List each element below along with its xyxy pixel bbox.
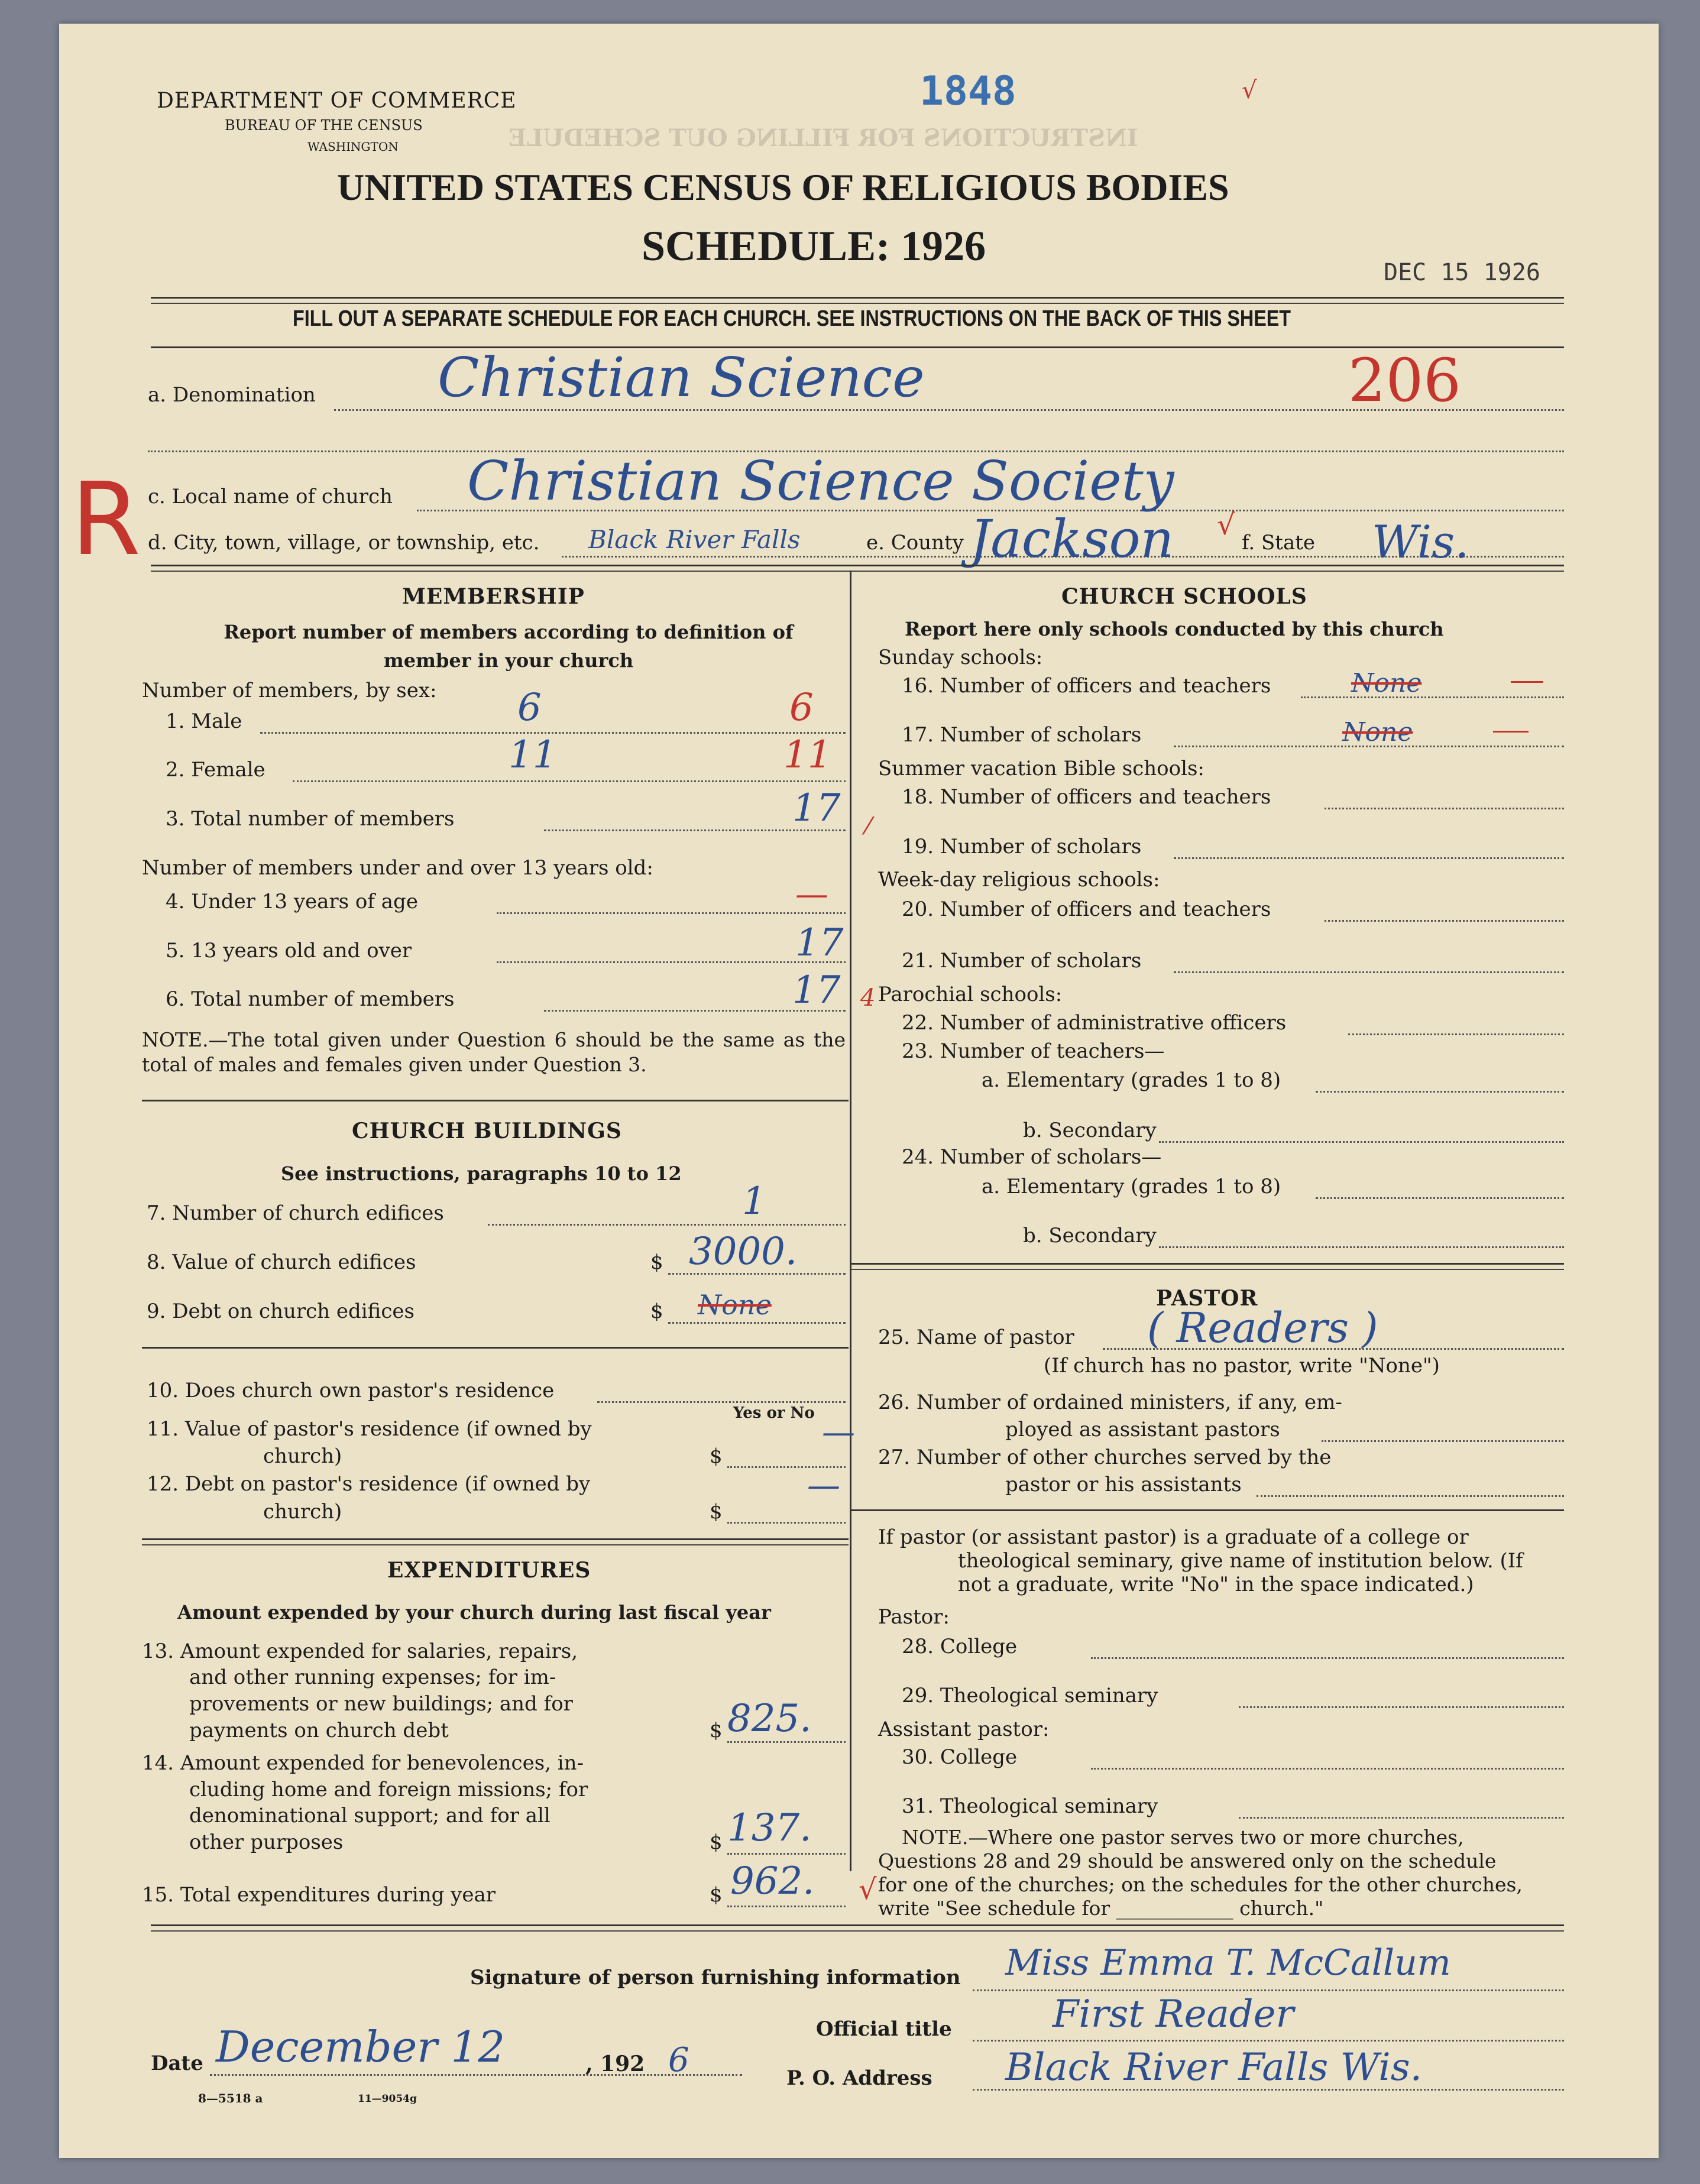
check-mark: √ bbox=[1217, 508, 1235, 542]
divider bbox=[851, 1509, 1564, 1511]
fill-line bbox=[488, 1224, 846, 1226]
fill-line bbox=[1174, 857, 1564, 859]
city-value: Black River Falls bbox=[588, 525, 801, 554]
divider bbox=[151, 297, 1564, 299]
date-value: December 12 bbox=[216, 2022, 506, 2072]
bureau-label: BUREAU OF THE CENSUS bbox=[225, 117, 423, 134]
q14-line-1: 14. Amount expended for benevolences, in- bbox=[142, 1751, 584, 1775]
divider bbox=[851, 1263, 1564, 1265]
q2-value: 11 bbox=[509, 733, 557, 777]
fill-line bbox=[973, 2040, 1564, 2042]
fill-line bbox=[1316, 1197, 1564, 1199]
fill-line bbox=[1301, 696, 1564, 698]
fill-line bbox=[727, 1906, 846, 1907]
graduate-note-3: not a graduate, write "No" in the space indicated.) bbox=[958, 1573, 1474, 1596]
q2-label: 2. Female bbox=[166, 758, 265, 782]
sunday-schools-label: Sunday schools: bbox=[878, 646, 1043, 669]
fill-line bbox=[1322, 1440, 1564, 1442]
q9-value: None bbox=[698, 1289, 772, 1321]
q11-label-cont: church) bbox=[263, 1444, 342, 1468]
graduate-note-1: If pastor (or assistant pastor) is a graduate of a college or bbox=[878, 1525, 1469, 1549]
q3-label: 3. Total number of members bbox=[166, 807, 455, 831]
fill-line bbox=[973, 1989, 1564, 1991]
q20-label: 20. Number of officers and teachers bbox=[902, 897, 1271, 921]
q28-label: 28. College bbox=[902, 1635, 1018, 1658]
fill-line bbox=[727, 1522, 846, 1524]
q18-label: 18. Number of officers and teachers bbox=[902, 785, 1271, 809]
q23a-label: a. Elementary (grades 1 to 8) bbox=[982, 1068, 1281, 1092]
fill-line bbox=[1091, 1768, 1564, 1770]
q8-value: 3000. bbox=[689, 1230, 798, 1274]
fill-line bbox=[668, 1322, 846, 1324]
q12-label: 12. Debt on pastor's residence (if owned by bbox=[147, 1472, 591, 1496]
dollar-sign: $ bbox=[710, 1500, 723, 1524]
fill-line bbox=[1348, 1033, 1564, 1035]
divider bbox=[151, 571, 1564, 572]
pastor-note-3: for one of the churches; on the schedules for the other churches, bbox=[878, 1873, 1523, 1896]
pastor-note-2: Questions 28 and 29 should be answered only on the schedule bbox=[878, 1849, 1497, 1872]
q31-label: 31. Theological seminary bbox=[902, 1794, 1158, 1818]
q25-note: (If church has no pastor, write "None") bbox=[1044, 1354, 1440, 1378]
divider bbox=[142, 1100, 849, 1101]
year-suffix: 6 bbox=[668, 2041, 689, 2079]
q8-label: 8. Value of church edifices bbox=[147, 1250, 416, 1274]
divider bbox=[851, 1269, 1564, 1270]
check-mark: √ bbox=[1242, 77, 1257, 104]
pastor-label: Pastor: bbox=[878, 1605, 950, 1629]
dollar-sign: $ bbox=[650, 1250, 663, 1274]
q13-line-2: and other running expenses; for im- bbox=[189, 1665, 556, 1689]
fill-line bbox=[1091, 1657, 1564, 1659]
tick-mark: ⁄ bbox=[866, 813, 870, 840]
schools-subheading: Report here only schools conducted by this church bbox=[905, 618, 1444, 640]
state-label: f. State bbox=[1242, 531, 1315, 555]
red-dash bbox=[1493, 731, 1529, 733]
q14-value: 137. bbox=[727, 1806, 812, 1850]
q1-value: 6 bbox=[517, 686, 542, 730]
fill-line bbox=[727, 1853, 846, 1855]
red-dash bbox=[1511, 681, 1543, 683]
local-name-label: c. Local name of church bbox=[148, 485, 393, 508]
department-label: DEPARTMENT OF COMMERCE bbox=[157, 89, 517, 113]
q17-label: 17. Number of scholars bbox=[902, 723, 1142, 747]
instruction-bar: FILL OUT A SEPARATE SCHEDULE FOR EACH CHURCH. SEE INSTRUCTIONS ON THE BACK OF THIS SHEET bbox=[293, 306, 1291, 331]
q12-label-cont: church) bbox=[263, 1500, 342, 1524]
city-label: WASHINGTON bbox=[307, 140, 399, 154]
q14-line-4: other purposes bbox=[189, 1830, 344, 1854]
q17-value: None bbox=[1342, 717, 1413, 747]
by-age-label: Number of members under and over 13 years old: bbox=[142, 856, 653, 880]
year-prefix: , 192 bbox=[585, 2052, 645, 2076]
fill-line bbox=[1239, 1706, 1564, 1708]
q21-label: 21. Number of scholars bbox=[902, 949, 1142, 973]
q11-value: — bbox=[822, 1413, 855, 1451]
q14-line-2: cluding home and foreign missions; for bbox=[189, 1778, 588, 1801]
assistant-pastor-label: Assistant pastor: bbox=[878, 1718, 1050, 1741]
local-name-value: Christian Science Society bbox=[467, 449, 1174, 513]
q23b-label: b. Secondary bbox=[1023, 1119, 1157, 1142]
q16-label: 16. Number of officers and teachers bbox=[902, 674, 1271, 698]
graduate-note-2: theological seminary, give name of institution below. (If bbox=[958, 1549, 1523, 1573]
divider bbox=[142, 1347, 849, 1349]
schedule-title: SCHEDULE: 1926 bbox=[642, 222, 986, 270]
fill-line bbox=[1159, 1246, 1564, 1248]
divider bbox=[151, 565, 1564, 566]
check-mark: √ bbox=[859, 1873, 877, 1906]
date-label: Date bbox=[151, 2052, 203, 2075]
fill-line bbox=[1159, 1141, 1564, 1143]
pastor-heading: PASTOR bbox=[1156, 1286, 1258, 1311]
county-value: Jackson bbox=[970, 508, 1174, 569]
divider bbox=[151, 303, 1564, 304]
fill-line bbox=[727, 1741, 846, 1743]
q7-label: 7. Number of church edifices bbox=[147, 1201, 444, 1225]
column-divider bbox=[850, 571, 851, 1871]
dollar-sign: $ bbox=[710, 1719, 723, 1742]
q27-line-2: pastor or his assistants bbox=[1005, 1473, 1242, 1496]
buildings-heading: CHURCH BUILDINGS bbox=[352, 1119, 622, 1143]
fill-line bbox=[1325, 808, 1564, 809]
fill-line bbox=[1325, 920, 1564, 922]
summer-schools-label: Summer vacation Bible schools: bbox=[878, 757, 1204, 780]
expenditures-subheading: Amount expended by your church during last fiscal year bbox=[177, 1601, 771, 1624]
official-title-value: First Reader bbox=[1053, 1992, 1294, 2036]
q14-line-3: denominational support; and for all bbox=[189, 1804, 551, 1827]
q6-value: 17 bbox=[792, 968, 841, 1012]
q24b-label: b. Secondary bbox=[1023, 1224, 1157, 1247]
denomination-code: 206 bbox=[1348, 346, 1461, 415]
expenditures-heading: EXPENDITURES bbox=[387, 1558, 591, 1583]
by-sex-label: Number of members, by sex: bbox=[142, 679, 437, 702]
q24-label: 24. Number of scholars— bbox=[902, 1145, 1162, 1169]
dollar-sign: $ bbox=[710, 1883, 723, 1907]
q2-check: 11 bbox=[783, 733, 832, 777]
received-date-stamp: DEC 15 1926 bbox=[1384, 259, 1540, 286]
q29-label: 29. Theological seminary bbox=[902, 1684, 1158, 1707]
q6-mark: 4 bbox=[860, 984, 876, 1012]
q27-line-1: 27. Number of other churches served by the bbox=[878, 1446, 1332, 1469]
census-schedule-sheet bbox=[59, 24, 1659, 2158]
fill-line bbox=[1257, 1495, 1564, 1497]
q5-value: 17 bbox=[795, 921, 844, 965]
q13-value: 825. bbox=[727, 1697, 812, 1741]
city-field-label: d. City, town, village, or township, etc. bbox=[148, 531, 540, 555]
fill-line bbox=[597, 1401, 846, 1403]
q3-value: 17 bbox=[792, 786, 841, 830]
q11-label: 11. Value of pastor's residence (if owned by bbox=[147, 1417, 592, 1441]
q10-label: 10. Does church own pastor's residence bbox=[147, 1379, 555, 1402]
q5-label: 5. 13 years old and over bbox=[166, 939, 412, 963]
print-code: 11—9054g bbox=[358, 2093, 417, 2105]
membership-heading: MEMBERSHIP bbox=[402, 584, 585, 609]
parochial-schools-label: Parochial schools: bbox=[878, 983, 1063, 1006]
q25-value: ( Readers ) bbox=[1147, 1304, 1378, 1352]
q15-label: 15. Total expenditures during year bbox=[142, 1883, 496, 1907]
signature-label: Signature of person furnishing information bbox=[470, 1966, 961, 1989]
q4-label: 4. Under 13 years of age bbox=[166, 890, 418, 913]
fill-line bbox=[1316, 1091, 1564, 1093]
q26-line-1: 26. Number of ordained ministers, if any, em- bbox=[878, 1391, 1342, 1414]
q1-check: 6 bbox=[789, 686, 814, 730]
pastor-note-4: write "See schedule for ____________ church." bbox=[878, 1897, 1324, 1920]
yes-no-hint: Yes or No bbox=[733, 1404, 815, 1422]
q1-label: 1. Male bbox=[166, 709, 242, 733]
q19-label: 19. Number of scholars bbox=[902, 835, 1142, 858]
q25-label: 25. Name of pastor bbox=[878, 1326, 1074, 1349]
margin-r-mark: R bbox=[71, 461, 141, 578]
fill-line bbox=[497, 912, 846, 914]
q16-value: None bbox=[1351, 668, 1422, 698]
q30-label: 30. College bbox=[902, 1745, 1018, 1769]
q7-value: 1 bbox=[742, 1180, 766, 1223]
weekday-schools-label: Week-day religious schools: bbox=[878, 868, 1160, 892]
q22-label: 22. Number of administrative officers bbox=[902, 1011, 1287, 1035]
schedule-number-stamp: 1848 bbox=[919, 68, 1016, 115]
q4-value: — bbox=[795, 875, 828, 913]
divider bbox=[151, 1924, 1564, 1926]
divider bbox=[142, 1544, 849, 1545]
q24a-label: a. Elementary (grades 1 to 8) bbox=[982, 1175, 1281, 1198]
denomination-label: a. Denomination bbox=[148, 383, 316, 407]
fill-line bbox=[497, 961, 846, 963]
q12-value: — bbox=[807, 1466, 840, 1505]
q9-label: 9. Debt on church edifices bbox=[147, 1300, 415, 1323]
fill-line bbox=[1174, 971, 1564, 973]
schools-heading: CHURCH SCHOOLS bbox=[1061, 584, 1307, 609]
form-title: UNITED STATES CENSUS OF RELIGIOUS BODIES bbox=[337, 166, 1229, 208]
form-code: 8—5518 a bbox=[198, 2091, 263, 2105]
fill-line bbox=[293, 780, 846, 782]
q23-label: 23. Number of teachers— bbox=[902, 1039, 1165, 1063]
membership-note: NOTE.—The total given under Question 6 should be the same as the total of males and females given under Question 3. bbox=[142, 1028, 846, 1076]
divider bbox=[142, 1538, 849, 1540]
signature-value: Miss Emma T. McCallum bbox=[1005, 1942, 1451, 1984]
denomination-value: Christian Science bbox=[438, 346, 925, 409]
state-value: Wis. bbox=[1372, 516, 1469, 568]
q13-line-1: 13. Amount expended for salaries, repairs, bbox=[142, 1639, 578, 1663]
q6-label: 6. Total number of members bbox=[166, 987, 455, 1011]
po-address-label: P. O. Address bbox=[786, 2066, 932, 2090]
fill-line bbox=[1239, 1817, 1564, 1819]
q15-value: 962. bbox=[730, 1859, 815, 1903]
dollar-sign: $ bbox=[710, 1444, 723, 1468]
county-label: e. County bbox=[866, 531, 964, 555]
divider bbox=[151, 1930, 1564, 1932]
official-title-label: Official title bbox=[816, 2017, 952, 2041]
q13-line-3: provements or new buildings; and for bbox=[189, 1692, 573, 1716]
fill-line bbox=[210, 2074, 742, 2076]
bleed-through-title: INSTRUCTIONS FOR FILLING OUT SCHEDULE bbox=[509, 124, 1138, 152]
membership-subheading: Report number of members according to definition of member in your church bbox=[224, 621, 794, 672]
buildings-subheading: See instructions, paragraphs 10 to 12 bbox=[281, 1162, 682, 1185]
dollar-sign: $ bbox=[650, 1300, 663, 1323]
pastor-note-1: NOTE.—Where one pastor serves two or more churches, bbox=[902, 1826, 1464, 1849]
q13-line-4: payments on church debt bbox=[189, 1719, 449, 1742]
q26-line-2: ployed as assistant pastors bbox=[1005, 1418, 1280, 1441]
po-address-value: Black River Falls Wis. bbox=[1005, 2046, 1422, 2089]
dollar-sign: $ bbox=[710, 1830, 723, 1854]
